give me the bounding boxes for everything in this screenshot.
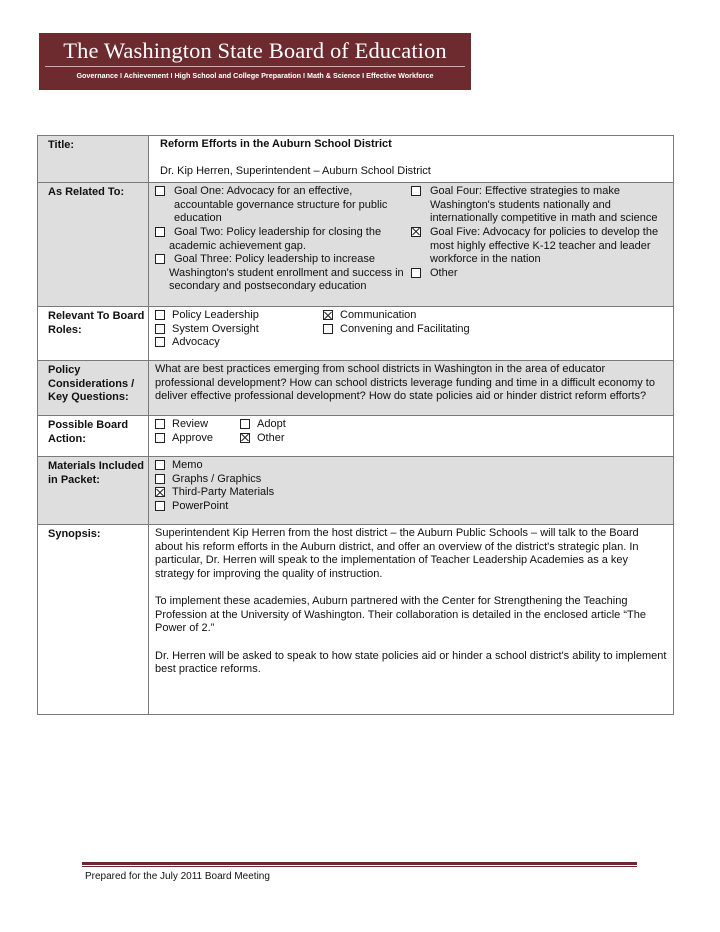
synopsis-label: Synopsis: xyxy=(38,525,149,715)
role-communication-label: Communication xyxy=(340,309,417,322)
board-subtitle: Governance I Achievement I High School and College Preparation I Math & Science I Effective Workforce xyxy=(76,71,434,80)
synopsis-paragraph: Dr. Herren will be asked to speak to how state policies aid or hinder a school district's ability to implement best practice reforms. xyxy=(155,649,667,676)
goal-three-option[interactable] xyxy=(155,253,411,294)
checkbox-icon[interactable] xyxy=(155,310,165,320)
action-approve-label: Approve xyxy=(172,431,213,444)
materials-third-party-option[interactable] xyxy=(155,486,667,500)
materials-memo-option[interactable] xyxy=(155,459,667,473)
synopsis-paragraph: To implement these academies, Auburn partnered with the Center for Strengthening the Teaching Profession at the University of Washington. Their collaboration is detailed in the enclosed article “The Power of 2.” xyxy=(155,595,646,635)
materials-third-party-label: Third-Party Materials xyxy=(172,486,275,499)
materials-label: Materials Included in Packet: xyxy=(38,457,149,525)
role-advocacy-option[interactable] xyxy=(155,336,323,350)
goal-two-label: Goal Two: Policy leadership for closing the academic achievement gap. xyxy=(169,225,382,252)
checkbox-icon[interactable] xyxy=(411,268,421,278)
role-convening-label: Convening and Facilitating xyxy=(340,322,470,335)
goal-one-option[interactable] xyxy=(155,185,411,226)
action-left-column xyxy=(155,418,240,445)
checked-checkbox-icon[interactable] xyxy=(323,310,333,320)
checkbox-icon[interactable] xyxy=(240,419,250,429)
goals-left-column xyxy=(155,185,411,294)
goal-two-option[interactable] xyxy=(155,226,411,253)
checkbox-icon[interactable] xyxy=(155,501,165,511)
checkbox-icon[interactable] xyxy=(155,254,165,264)
action-approve-option[interactable] xyxy=(155,432,240,446)
synopsis-row xyxy=(38,525,674,715)
role-policy-label: Policy Leadership xyxy=(172,309,259,322)
policy-label: Policy Considerations / Key Questions: xyxy=(38,361,149,416)
role-convening-option[interactable] xyxy=(323,323,491,337)
role-oversight-label: System Oversight xyxy=(172,322,259,335)
action-cell xyxy=(149,416,674,457)
checkbox-icon[interactable] xyxy=(155,324,165,334)
footer-text: Prepared for the July 2011 Board Meeting xyxy=(85,871,270,882)
goal-five-option[interactable] xyxy=(411,226,667,267)
checkbox-icon[interactable] xyxy=(155,186,165,196)
header-banner xyxy=(39,33,471,90)
footer-rule-thin xyxy=(82,866,637,867)
title-label: Title: xyxy=(38,136,149,183)
checked-checkbox-icon[interactable] xyxy=(240,433,250,443)
checkbox-icon[interactable] xyxy=(323,324,333,334)
materials-memo-label: Memo xyxy=(172,459,203,472)
action-adopt-label: Adopt xyxy=(257,418,286,431)
checkbox-icon[interactable] xyxy=(155,337,165,347)
materials-graphs-label: Graphs / Graphics xyxy=(172,472,262,485)
materials-powerpoint-option[interactable] xyxy=(155,500,667,514)
synopsis-paragraph: Superintendent Kip Herren from the host district – the Auburn Public Schools – will talk to the Board about his reform efforts in the Auburn district, and offer an overview of the district's strategic plan. In particular, Dr. Herren will speak to the implementation of Teacher Leadership Academies as a key strategy for improving the quality of instruction. xyxy=(155,527,639,580)
action-other-option[interactable] xyxy=(240,432,340,446)
goal-five-label: Goal Five: Advocacy for policies to develop the most highly effective K-12 teacher and leader workforce in the nation xyxy=(430,225,659,266)
materials-graphs-option[interactable] xyxy=(155,473,667,487)
banner-divider xyxy=(45,66,465,67)
title-cell xyxy=(149,136,674,183)
role-communication-option[interactable] xyxy=(323,309,491,323)
title-row xyxy=(38,136,674,183)
materials-cell xyxy=(149,457,674,525)
cover-sheet-table xyxy=(37,135,674,715)
role-oversight-option[interactable] xyxy=(155,323,323,337)
synopsis-cell xyxy=(149,525,674,715)
footer-rule xyxy=(82,862,637,865)
goal-one-label: Goal One: Advocacy for an effective, accountable governance structure for public education xyxy=(174,185,388,225)
action-adopt-option[interactable] xyxy=(240,418,340,432)
item-title: Reform Efforts in the Auburn School District xyxy=(160,138,392,150)
action-right-column xyxy=(240,418,340,445)
checked-checkbox-icon[interactable] xyxy=(411,227,421,237)
checkbox-icon[interactable] xyxy=(155,227,165,237)
role-advocacy-label: Advocacy xyxy=(172,336,220,349)
checkbox-icon[interactable] xyxy=(155,460,165,470)
roles-row xyxy=(38,307,674,361)
goal-other-option[interactable] xyxy=(411,267,667,281)
checkbox-icon[interactable] xyxy=(155,419,165,429)
goal-three-label: Goal Three: Policy leadership to increase Washington's student enrollment and success in secondary and postsecondary education xyxy=(169,253,404,293)
goal-four-option[interactable] xyxy=(411,185,667,226)
roles-label: Relevant To Board Roles: xyxy=(38,307,149,361)
checkbox-icon[interactable] xyxy=(155,433,165,443)
goal-other-label: Other xyxy=(430,266,458,279)
checkbox-icon[interactable] xyxy=(411,186,421,196)
policy-row xyxy=(38,361,674,416)
action-review-option[interactable] xyxy=(155,418,240,432)
action-label: Possible Board Action: xyxy=(38,416,149,457)
goals-right-column xyxy=(411,185,667,294)
item-presenter: Dr. Kip Herren, Superintendent – Auburn School District xyxy=(160,164,431,177)
roles-left-column xyxy=(155,309,323,350)
related-label: As Related To: xyxy=(38,183,149,307)
policy-text: What are best practices emerging from school districts in Washington in the area of educator professional development? How can school districts leverage funding and time in a difficult economy to deliver effective professional development? How do state policies aid or hinder district reform efforts? xyxy=(149,361,674,416)
role-policy-option[interactable] xyxy=(155,309,323,323)
action-other-label: Other xyxy=(257,431,285,444)
goal-four-label: Goal Four: Effective strategies to make Washington's students nationally and internationally competitive in math and science xyxy=(430,185,658,225)
related-row xyxy=(38,183,674,307)
checked-checkbox-icon[interactable] xyxy=(155,487,165,497)
board-title: The Washington State Board of Education xyxy=(63,38,447,63)
materials-row xyxy=(38,457,674,525)
roles-right-column xyxy=(323,309,491,350)
checkbox-icon[interactable] xyxy=(155,474,165,484)
action-row xyxy=(38,416,674,457)
roles-cell xyxy=(149,307,674,361)
action-review-label: Review xyxy=(172,418,209,431)
materials-powerpoint-label: PowerPoint xyxy=(172,499,229,512)
related-cell xyxy=(149,183,674,307)
